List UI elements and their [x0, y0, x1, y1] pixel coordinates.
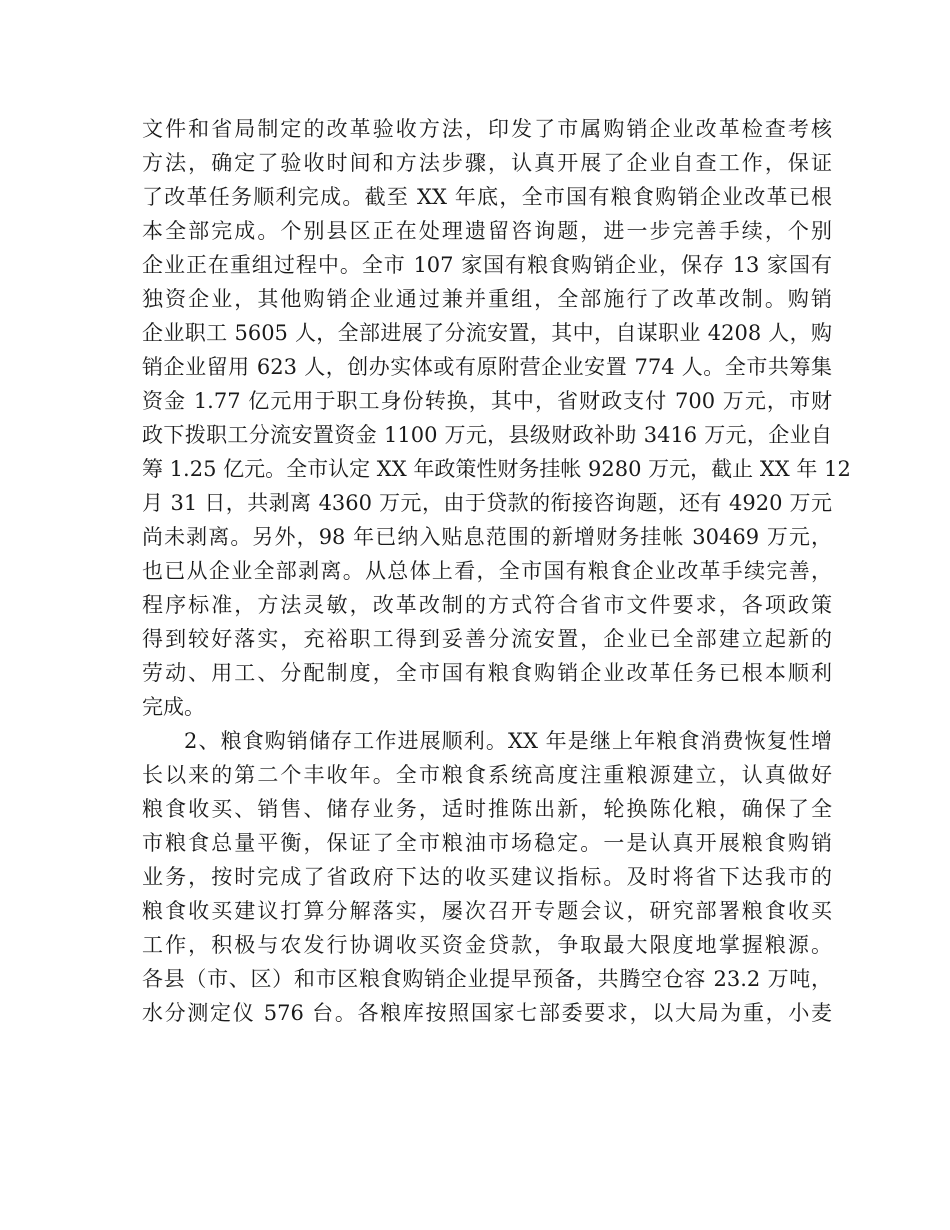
- text-line: 文件和省局制定的改革验收方法，印发了市属购销企业改革检查考核: [142, 117, 832, 141]
- text-line: 月 31 日，共剥离 4360 万元，由于贷款的衔接咨询题，还有 4920 万元: [142, 491, 832, 515]
- text-line: 劳动、用工、分配制度，全市国有粮食购销企业改革任务已根本顺利: [142, 661, 832, 685]
- text-line: 资金 1.77 亿元用于职工身份转换，其中，省财政支付 700 万元，市财: [142, 389, 832, 413]
- body-text: [142, 112, 851, 1030]
- text-line: 业务，按时完成了省政府下达的收买建议指标。及时将省下达我市的: [142, 865, 832, 889]
- text-line: 完成。: [142, 695, 205, 719]
- text-line: 独资企业，其他购销企业通过兼并重组，全部施行了改革改制。购销: [142, 287, 832, 311]
- text-line: 方法，确定了验收时间和方法步骤，认真开展了企业自查工作，保证: [142, 151, 832, 175]
- text-line: 工作，积极与农发行协调收买资金贷款，争取最大限度地掌握粮源。: [142, 933, 832, 957]
- paragraph-start-line: 2、粮食购销储存工作进展顺利。XX 年是继上年粮食消费恢复性增: [184, 729, 832, 753]
- text-line: 筹 1.25 亿元。全市认定 XX 年政策性财务挂帐 9280 万元，截止 XX 年 12: [142, 457, 851, 481]
- text-line: 程序标准，方法灵敏，改革改制的方式符合省市文件要求，各项政策: [142, 593, 832, 617]
- text-line: 水分测定仪 576 台。各粮库按照国家七部委要求，以大局为重，小麦: [142, 1001, 832, 1025]
- text-line: 本全部完成。个别县区正在处理遗留咨询题，进一步完善手续，个别: [142, 219, 832, 243]
- text-line: 了改革任务顺利完成。截至 XX 年底，全市国有粮食购销企业改革已根: [142, 185, 832, 209]
- text-line: 也已从企业全部剥离。从总体上看，全市国有粮食企业改革手续完善，: [142, 559, 832, 583]
- text-line: 尚未剥离。另外，98 年已纳入贴息范围的新增财务挂帐 30469 万元，: [142, 525, 832, 549]
- text-line: 市粮食总量平衡，保证了全市粮油市场稳定。一是认真开展粮食购销: [142, 831, 832, 855]
- text-line: 粮食收买、销售、储存业务，适时推陈出新，轮换陈化粮，确保了全: [142, 797, 832, 821]
- text-line: 各县（市、区）和市区粮食购销企业提早预备，共腾空仓容 23.2 万吨，: [142, 967, 832, 991]
- text-line: 政下拨职工分流安置资金 1100 万元，县级财政补助 3416 万元，企业自: [142, 423, 832, 447]
- text-line: 粮食收买建议打算分解落实，屡次召开专题会议，研究部署粮食收买: [142, 899, 832, 923]
- text-line: 销企业留用 623 人，创办实体或有原附营企业安置 774 人。全市共筹集: [142, 355, 832, 379]
- text-line: 得到较好落实，充裕职工得到妥善分流安置，企业已全部建立起新的: [142, 627, 832, 651]
- text-line: 企业职工 5605 人，全部进展了分流安置，其中，自谋职业 4208 人，购: [142, 321, 832, 345]
- text-line: 企业正在重组过程中。全市 107 家国有粮食购销企业，保存 13 家国有: [142, 253, 832, 277]
- text-line: 长以来的第二个丰收年。全市粮食系统高度注重粮源建立，认真做好: [142, 763, 832, 787]
